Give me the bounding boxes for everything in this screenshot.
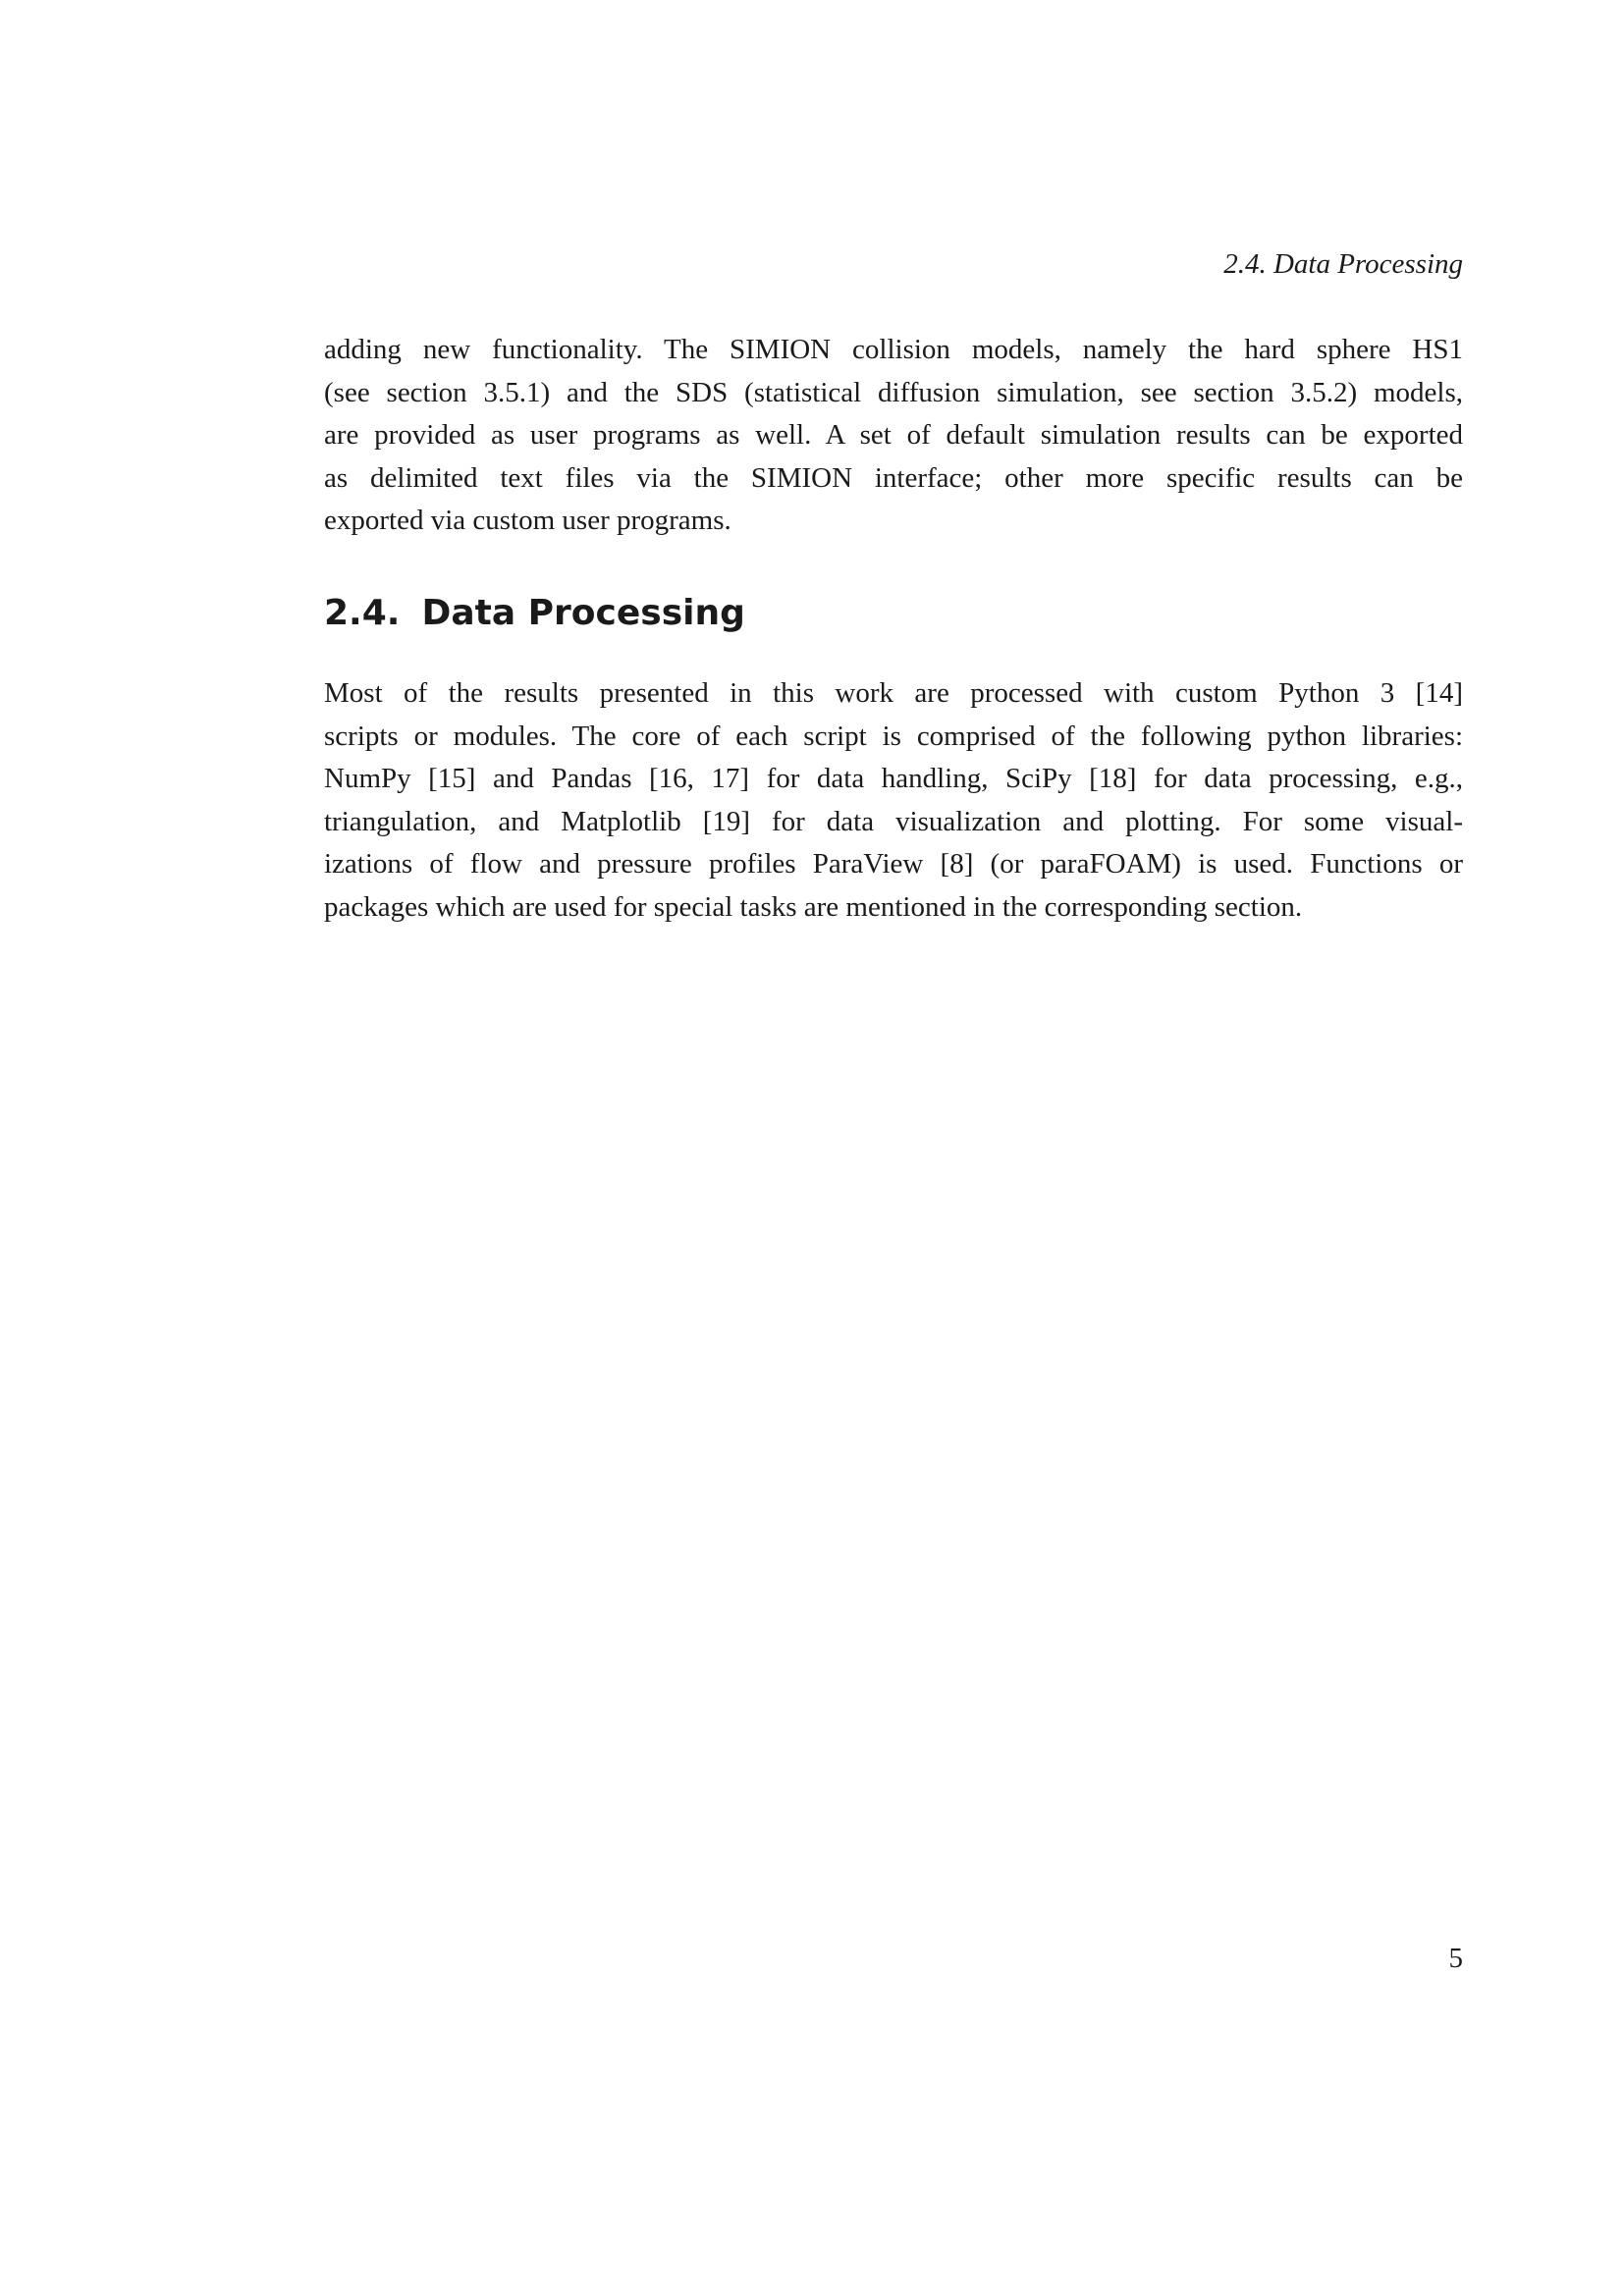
paragraph-line: packages which are used for special tasks are mentioned in the corresponding section.	[324, 890, 1303, 923]
paragraph-line: Most of the results presented in this work are processed with custom Python 3 [14]	[324, 677, 1463, 709]
section-title: Data Processing	[421, 593, 745, 633]
section-number: 2.4.	[324, 593, 401, 633]
paragraph-line: scripts or modules. The core of each script is comprised of the following python libraries:	[324, 720, 1463, 752]
paragraph-continued	[324, 329, 1463, 543]
running-header: 2.4. Data Processing	[1223, 248, 1463, 280]
section-heading	[324, 589, 1463, 638]
paragraph-line: exported via custom user programs.	[324, 505, 731, 536]
page-number: 5	[1448, 1943, 1463, 1974]
paragraph-line: (see section 3.5.1) and the SDS (statistical diffusion simulation, see section 3.5.2) models,	[324, 376, 1463, 408]
paragraph-line: triangulation, and Matplotlib [19] for data visualization and plotting. For some visual-	[324, 805, 1463, 837]
paragraph-line: are provided as user programs as well. A set of default simulation results can be exported	[324, 419, 1463, 451]
paragraph-data-processing	[324, 672, 1463, 929]
paragraph-line: NumPy [15] and Pandas [16, 17] for data handling, SciPy [18] for data processing, e.g.,	[324, 763, 1463, 794]
paragraph-line: as delimited text files via the SIMION interface; other more specific results can be	[324, 461, 1463, 494]
paragraph-line: izations of flow and pressure profiles ParaView [8] (or paraFOAM) is used. Functions or	[324, 848, 1463, 880]
paragraph-line: adding new functionality. The SIMION collision models, namely the hard sphere HS1	[324, 334, 1463, 365]
